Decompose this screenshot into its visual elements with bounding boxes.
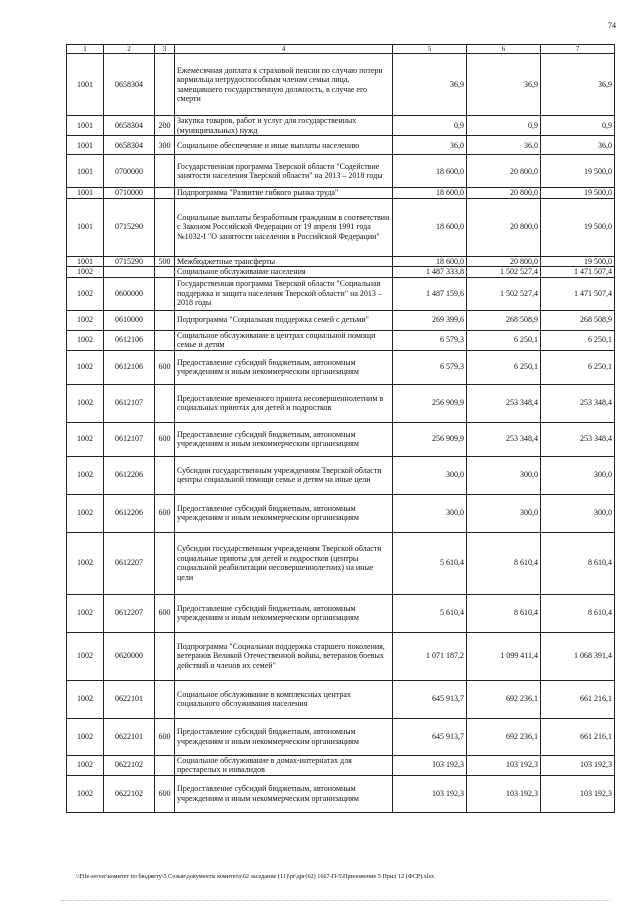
description-cell: Социальное обслуживание населения <box>175 267 393 277</box>
description-cell: Социальное обслуживание в центрах социальной помощи семье и детям <box>175 330 393 350</box>
section-code-cell: 1002 <box>67 267 104 277</box>
amount-col6-cell: 20 800,0 <box>467 256 541 266</box>
column-header-1: 1 <box>67 45 104 54</box>
expense-type-cell: 600 <box>155 718 175 755</box>
target-article-cell: 0658304 <box>104 54 155 116</box>
description-cell: Межбюджетные трансферты <box>175 256 393 266</box>
table-body <box>67 54 615 812</box>
amount-col6-cell: 1 502 527,4 <box>467 277 541 310</box>
amount-col7-cell: 253 348,4 <box>541 422 615 456</box>
section-code-cell: 1001 <box>67 198 104 256</box>
description-cell: Предоставление субсидий бюджетным, автономным учреждениям и иным некоммерческим организациям <box>175 775 393 812</box>
table-row <box>67 256 615 266</box>
amount-col5-cell: 36,9 <box>393 54 467 116</box>
amount-col6-cell: 6 250,1 <box>467 330 541 350</box>
amount-col6-cell: 6 250,1 <box>467 350 541 384</box>
amount-col6-cell: 300,0 <box>467 494 541 532</box>
table-row <box>67 54 615 116</box>
amount-col5-cell: 18 600,0 <box>393 188 467 198</box>
table-row <box>67 198 615 256</box>
amount-col7-cell: 0,9 <box>541 116 615 136</box>
target-article-cell: 0715290 <box>104 198 155 256</box>
amount-col5-cell: 6 579,3 <box>393 330 467 350</box>
amount-col5-cell: 103 192,3 <box>393 755 467 775</box>
table-row <box>67 267 615 277</box>
amount-col6-cell: 300,0 <box>467 456 541 494</box>
description-cell: Социальное обслуживание в комплексных центрах социального обслуживания населения <box>175 680 393 718</box>
section-code-cell: 1002 <box>67 632 104 680</box>
target-article-cell: 0612206 <box>104 494 155 532</box>
column-header-7: 7 <box>541 45 615 54</box>
target-article-cell <box>104 267 155 277</box>
page-number: 74 <box>608 21 616 30</box>
amount-col7-cell: 19 500,0 <box>541 188 615 198</box>
table-row <box>67 350 615 384</box>
amount-col7-cell: 19 500,0 <box>541 198 615 256</box>
amount-col5-cell: 1 487 159,6 <box>393 277 467 310</box>
amount-col7-cell: 300,0 <box>541 456 615 494</box>
amount-col5-cell: 256 909,9 <box>393 384 467 422</box>
table-row <box>67 632 615 680</box>
target-article-cell: 0612206 <box>104 456 155 494</box>
description-cell: Подпрограмма "Развитие гибкого рынка труда" <box>175 188 393 198</box>
amount-col7-cell: 1 471 507,4 <box>541 277 615 310</box>
table-row <box>67 422 615 456</box>
section-code-cell: 1001 <box>67 155 104 188</box>
amount-col6-cell: 1 099 411,4 <box>467 632 541 680</box>
table-row <box>67 775 615 812</box>
amount-col6-cell: 1 502 527,4 <box>467 267 541 277</box>
description-cell: Социальное обслуживание в домах-интернатах для престарелых и инвалидов <box>175 755 393 775</box>
section-code-cell: 1002 <box>67 532 104 594</box>
table-row <box>67 494 615 532</box>
expense-type-cell: 300 <box>155 136 175 155</box>
table-row <box>67 456 615 494</box>
expense-type-cell <box>155 532 175 594</box>
target-article-cell: 0612107 <box>104 422 155 456</box>
amount-col7-cell: 661 216,1 <box>541 680 615 718</box>
amount-col6-cell: 20 800,0 <box>467 198 541 256</box>
amount-col6-cell: 0,9 <box>467 116 541 136</box>
amount-col6-cell: 253 348,4 <box>467 384 541 422</box>
section-code-cell: 1002 <box>67 594 104 632</box>
expense-type-cell: 600 <box>155 422 175 456</box>
budget-table <box>66 44 615 813</box>
description-cell: Подпрограмма "Социальная поддержка семей с детьми" <box>175 310 393 330</box>
amount-col7-cell: 300,0 <box>541 494 615 532</box>
description-cell: Закупка товаров, работ и услуг для государственных (муниципальных) нужд <box>175 116 393 136</box>
description-cell: Предоставление временного приюта несовершеннолетним в социальных приютах для детей и подростков <box>175 384 393 422</box>
column-number-row <box>67 45 615 54</box>
section-code-cell: 1002 <box>67 277 104 310</box>
target-article-cell: 0622102 <box>104 775 155 812</box>
description-cell: Предоставление субсидий бюджетным, автономным учреждениям и иным некоммерческим организациям <box>175 422 393 456</box>
expense-type-cell <box>155 680 175 718</box>
amount-col5-cell: 300,0 <box>393 494 467 532</box>
amount-col7-cell: 1 471 507,4 <box>541 267 615 277</box>
description-cell: Предоставление субсидий бюджетным, автономным учреждениям и иным некоммерческим организациям <box>175 350 393 384</box>
description-cell: Субсидии государственным учреждениям Тверской области центры социальной помощи семье и детям на иные цели <box>175 456 393 494</box>
column-header-6: 6 <box>467 45 541 54</box>
table-row <box>67 116 615 136</box>
section-code-cell: 1001 <box>67 188 104 198</box>
amount-col5-cell: 18 600,0 <box>393 198 467 256</box>
amount-col5-cell: 1 071 187,2 <box>393 632 467 680</box>
section-code-cell: 1002 <box>67 456 104 494</box>
expense-type-cell <box>155 188 175 198</box>
target-article-cell: 0610000 <box>104 310 155 330</box>
expense-type-cell <box>155 755 175 775</box>
description-cell: Государственная программа Тверской области "Содействие занятости населения Тверской области" на 2013 – 2018 годы <box>175 155 393 188</box>
amount-col6-cell: 8 610,4 <box>467 594 541 632</box>
amount-col6-cell: 20 800,0 <box>467 188 541 198</box>
table-row <box>67 155 615 188</box>
amount-col7-cell: 36,9 <box>541 54 615 116</box>
amount-col7-cell: 1 068 391,4 <box>541 632 615 680</box>
section-code-cell: 1001 <box>67 136 104 155</box>
page-bottom-rule <box>60 900 610 901</box>
target-article-cell: 0612106 <box>104 330 155 350</box>
expense-type-cell <box>155 267 175 277</box>
target-article-cell: 0612207 <box>104 594 155 632</box>
amount-col5-cell: 645 913,7 <box>393 718 467 755</box>
expense-type-cell <box>155 155 175 188</box>
amount-col7-cell: 6 250,1 <box>541 330 615 350</box>
table-row <box>67 277 615 310</box>
amount-col5-cell: 256 909,9 <box>393 422 467 456</box>
expense-type-cell <box>155 54 175 116</box>
amount-col7-cell: 661 216,1 <box>541 718 615 755</box>
amount-col6-cell: 268 508,9 <box>467 310 541 330</box>
amount-col7-cell: 19 500,0 <box>541 256 615 266</box>
amount-col5-cell: 300,0 <box>393 456 467 494</box>
section-code-cell: 1001 <box>67 116 104 136</box>
amount-col6-cell: 253 348,4 <box>467 422 541 456</box>
amount-col7-cell: 8 610,4 <box>541 594 615 632</box>
section-code-cell: 1001 <box>67 54 104 116</box>
description-cell: Подпрограмма "Социальная поддержка старшего поколения, ветеранов Великой Отечественной войны, ветеранов боевых действий и членов их семей" <box>175 632 393 680</box>
table-row <box>67 680 615 718</box>
table-row <box>67 188 615 198</box>
amount-col7-cell: 268 508,9 <box>541 310 615 330</box>
target-article-cell: 0620000 <box>104 632 155 680</box>
target-article-cell: 0612207 <box>104 532 155 594</box>
amount-col7-cell: 103 192,3 <box>541 775 615 812</box>
target-article-cell: 0658304 <box>104 136 155 155</box>
description-cell: Государственная программа Тверской области "Социальная поддержка и защита населения Тверской области" на 2013 – 2018 годы <box>175 277 393 310</box>
table-row <box>67 532 615 594</box>
table-row <box>67 594 615 632</box>
amount-col5-cell: 0,9 <box>393 116 467 136</box>
amount-col6-cell: 692 236,1 <box>467 718 541 755</box>
amount-col7-cell: 6 250,1 <box>541 350 615 384</box>
footer-file-path: \\File-server\комитет по бюджету\5 Созыв\документы комитета\62 заседание (11)\pr\дрг(62) 1667-П-5\Приложение 5 Прил 12 (ФСР).xlsx <box>76 873 435 880</box>
section-code-cell: 1001 <box>67 256 104 266</box>
amount-col6-cell: 103 192,3 <box>467 755 541 775</box>
description-cell: Предоставление субсидий бюджетным, автономным учреждениям и иным некоммерческим организациям <box>175 718 393 755</box>
column-header-2: 2 <box>104 45 155 54</box>
description-cell: Субсидии государственным учреждениям Тверской области социальные приюты для детей и подростков (центры социальной реабилитации несовершеннолетних) на иные цели <box>175 532 393 594</box>
description-cell: Социальное обеспечение и иные выплаты населению <box>175 136 393 155</box>
description-cell: Социальные выплаты безработным гражданам в соответствии с Законом Российской Федерации от 19 апреля 1991 года №1032-I "О занятости населения в Российской Федерации" <box>175 198 393 256</box>
expense-type-cell: 600 <box>155 350 175 384</box>
amount-col5-cell: 5 610,4 <box>393 594 467 632</box>
section-code-cell: 1002 <box>67 680 104 718</box>
amount-col6-cell: 36,0 <box>467 136 541 155</box>
section-code-cell: 1002 <box>67 718 104 755</box>
expense-type-cell: 200 <box>155 116 175 136</box>
amount-col5-cell: 1 487 333,8 <box>393 267 467 277</box>
target-article-cell: 0715290 <box>104 256 155 266</box>
table-row <box>67 330 615 350</box>
target-article-cell: 0622102 <box>104 755 155 775</box>
target-article-cell: 0622101 <box>104 680 155 718</box>
target-article-cell: 0658304 <box>104 116 155 136</box>
amount-col5-cell: 645 913,7 <box>393 680 467 718</box>
expense-type-cell: 600 <box>155 594 175 632</box>
expense-type-cell <box>155 310 175 330</box>
expense-type-cell: 600 <box>155 494 175 532</box>
amount-col5-cell: 6 579,3 <box>393 350 467 384</box>
amount-col5-cell: 5 610,4 <box>393 532 467 594</box>
column-header-5: 5 <box>393 45 467 54</box>
section-code-cell: 1002 <box>67 422 104 456</box>
target-article-cell: 0622101 <box>104 718 155 755</box>
column-header-3: 3 <box>155 45 175 54</box>
table-row <box>67 136 615 155</box>
column-header-4: 4 <box>175 45 393 54</box>
amount-col5-cell: 103 192,3 <box>393 775 467 812</box>
target-article-cell: 0710000 <box>104 188 155 198</box>
table-row <box>67 718 615 755</box>
amount-col6-cell: 103 192,3 <box>467 775 541 812</box>
target-article-cell: 0700000 <box>104 155 155 188</box>
section-code-cell: 1002 <box>67 330 104 350</box>
amount-col7-cell: 253 348,4 <box>541 384 615 422</box>
section-code-cell: 1002 <box>67 494 104 532</box>
expense-type-cell <box>155 330 175 350</box>
amount-col6-cell: 8 610,4 <box>467 532 541 594</box>
expense-type-cell <box>155 198 175 256</box>
section-code-cell: 1002 <box>67 350 104 384</box>
section-code-cell: 1002 <box>67 384 104 422</box>
amount-col5-cell: 18 600,0 <box>393 256 467 266</box>
amount-col5-cell: 269 399,6 <box>393 310 467 330</box>
expense-type-cell <box>155 456 175 494</box>
amount-col6-cell: 20 800,0 <box>467 155 541 188</box>
amount-col5-cell: 36,0 <box>393 136 467 155</box>
expense-type-cell: 500 <box>155 256 175 266</box>
target-article-cell: 0600000 <box>104 277 155 310</box>
table-row <box>67 310 615 330</box>
section-code-cell: 1002 <box>67 755 104 775</box>
amount-col7-cell: 19 500,0 <box>541 155 615 188</box>
table-row <box>67 384 615 422</box>
expense-type-cell <box>155 632 175 680</box>
section-code-cell: 1002 <box>67 775 104 812</box>
amount-col5-cell: 18 600,0 <box>393 155 467 188</box>
expense-type-cell <box>155 277 175 310</box>
amount-col7-cell: 36,0 <box>541 136 615 155</box>
expense-type-cell <box>155 384 175 422</box>
amount-col7-cell: 8 610,4 <box>541 532 615 594</box>
amount-col6-cell: 36,9 <box>467 54 541 116</box>
description-cell: Ежемесячная доплата к страховой пенсии по случаю потери кормильца нетрудоспособным членам семьи лица, замещавшего государственную должность, в случае его смерти <box>175 54 393 116</box>
target-article-cell: 0612107 <box>104 384 155 422</box>
table-row <box>67 755 615 775</box>
target-article-cell: 0612106 <box>104 350 155 384</box>
description-cell: Предоставление субсидий бюджетным, автономным учреждениям и иным некоммерческим организациям <box>175 494 393 532</box>
section-code-cell: 1002 <box>67 310 104 330</box>
expense-type-cell: 600 <box>155 775 175 812</box>
amount-col6-cell: 692 236,1 <box>467 680 541 718</box>
amount-col7-cell: 103 192,3 <box>541 755 615 775</box>
description-cell: Предоставление субсидий бюджетным, автономным учреждениям и иным некоммерческим организациям <box>175 594 393 632</box>
